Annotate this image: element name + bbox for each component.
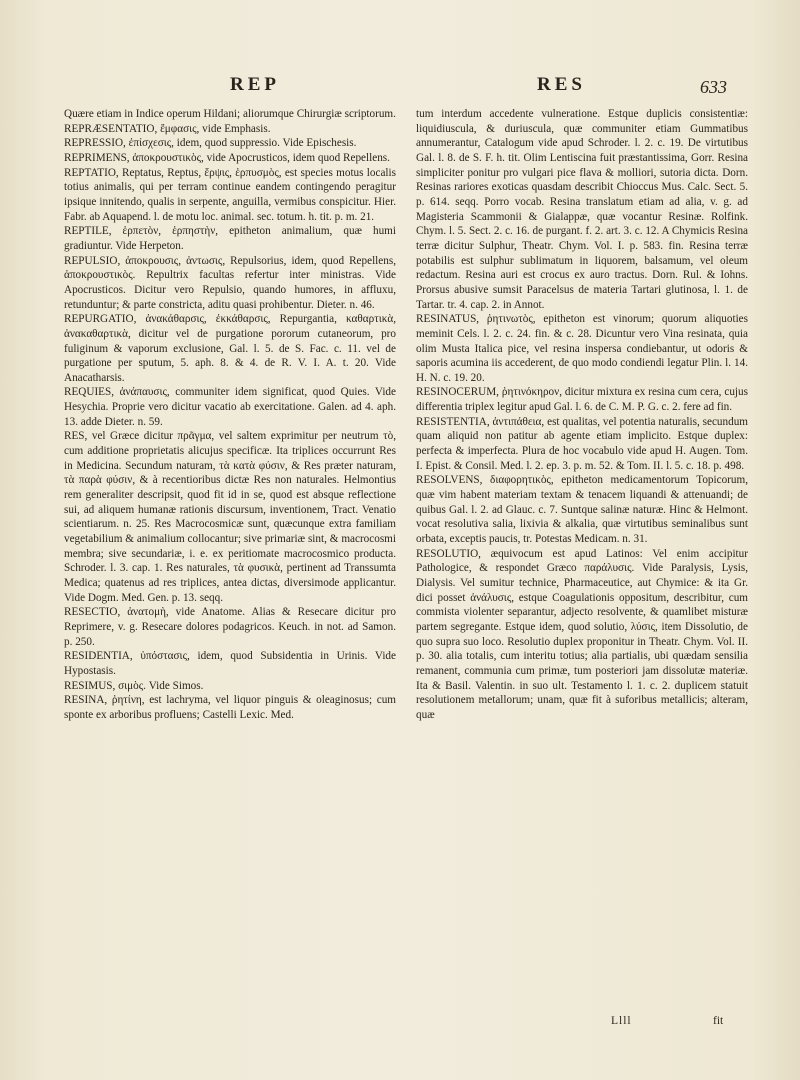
entry-resolvens: RESOLVENS, διαφορητικὸς, epitheton medicamentorum Topicorum, quæ vim habent materiam textam & tenacem liquandi & attenuandi; de quibus Gal. l. 2. ad Glauc. c. 7. Suntque salinæ naturæ. Hinc & Helmont. vocat resolutiva salia, lixivia & alkalia, quæ virtutibus seminalibus sunt orbata, exceptis paucis, tr. Potestas Medicam. n. 31. xyxy=(416,474,748,546)
entry-resinatus: RESINATUS, ῥητινωτὸς, epitheton est vinorum; quorum aliquoties meminit Cels. l. 2. c. 24. fin. & c. 28. Dicuntur vero Vina resinata, quia olim Musta Italica pice, vel resina inspersa condiebantur, ut odoris & saporis acumina iis accederent, de quo modo condiendi legatur Plin. l. 14. H. N. c. 19. 20. xyxy=(416,313,748,384)
entry-resectio: RESECTIO, ἀνατομὴ, vide Anatome. Alias & Resecare dicitur pro Reprimere, v. g. Resecare dolores podagricos. Keuch. in not. ad Samon. p. 250. xyxy=(64,606,396,648)
left-column xyxy=(64,107,396,723)
entry-residentia: RESIDENTIA, ὑπόστασις, idem, quod Subsidentia in Urinis. Vide Hypostasis. xyxy=(64,650,396,677)
entry-intro-note: Quære etiam in Indice operum Hildani; aliorumque Chirurgiæ scriptorum. xyxy=(64,108,396,120)
entry-resinocerum: RESINOCERUM, ῥητινόκηρον, dicitur mixtura ex resina cum cera, cujus differentia triplex legitur apud Gal. l. 6. de C. M. P. G. c. 2. fere ad fin. xyxy=(416,386,748,414)
signature-mark: Llll xyxy=(611,1015,632,1027)
entry-repressio: REPRESSIO, ἐπίσχεσις, idem, quod suppressio. Vide Epischesis. xyxy=(64,137,357,150)
entry-requies: REQUIES, ἀνάπαυσις, communiter idem significat, quod Quies. Vide Hesychia. Proprie vero dicitur vacatio ab exercitatione. Galen. ad 4. aph. 13. adde Dieter. n. 59. xyxy=(64,386,396,428)
entry-reptile: REPTILE, ἑρπετὸν, ἑρπηστὴν, epitheton animalium, quæ humi gradiuntur. Vide Herpeton. xyxy=(64,225,396,252)
entry-resimus: RESIMUS, σιμὸς. Vide Simos. xyxy=(64,679,204,692)
page-number: 633 xyxy=(700,77,727,97)
entry-res: RES, vel Græce dicitur πρᾶγμα, vel saltem exprimitur per neutrum τὸ, cum additione proprietatis alicujus specificæ. Ita triplices occurrunt Res in Medicina. Secundum naturam, τὰ κατὰ φύσιν, & Res præter naturam, τὰ παρὰ φύσιν, & à recentioribus dictæ Res non naturales. Helmontius rem generaliter descripsit, quod fit id in se, quod est absque reflectione sui, ad aliquem humanæ rationis discursum, inventionem, Tract. Venatio scientiarum. n. 25. Res Macrocosmicæ sunt, quæcunque extra familiam vegetabilium & animalium collocantur; sive primariæ sint, & macrocosmi membra; sive secundariæ, i. e. ex peritiomate macrocosmico producta. Schroder. l. 3. cap. 1. Res naturales, τὰ φυσικὰ, pertinent ad Transsumta Medica; quatenus ad res triplices, antea dictas, diversimode applicantur. Vide Dogm. Med. Gen. p. 13. seqq. xyxy=(64,430,396,604)
entry-resina: RESINA, ῥητίνη, est lachryma, vel liquor pinguis & oleaginosus; cum sponte ex arboribus profluens; Castelli Lexic. Med. xyxy=(64,694,396,721)
entry-reptatio: REPTATIO, Reptatus, Reptus, ἕρψις, ἑρπυσμὸς, est species motus localis totius animalis, qui per terram continue eandem contingendo peragitur ipsique innitendo, qualis in serpente, anguilla, vermibus conspicitur. Hier. Fabr. ab Aquapend. l. de motu loc. animal. sec. totum. h. tit. p. m. 21. xyxy=(64,166,396,223)
entry-repraesentatio: REPRÆSENTATIO, ἔμφασις, vide Emphasis. xyxy=(64,122,271,135)
entry-repulsio: REPULSIO, ἀποκρουσις, ἀντωσις, Repulsorius, idem, quod Repellens, ἀποκρουστικὸς. Repultrix facultas refertur inter ministras. Vide Apocrusticos. Dicitur vero Repulsio, quando humores, in affluxu, retunduntur; & parte constricta, aditu quasi prohibentur. Dieter. n. 46. xyxy=(64,254,396,311)
catchword: fit xyxy=(713,1015,724,1027)
entry-resina-continued: tum interdum accedente vulneratione. Estque duplicis consistentiæ: liquidiuscula, & duriuscula, quæ communiter etiam Gummatibus annumerantur, Catalogum vide apud Schroder. l. 2. c. 19. De virtutibus Gal. l. 8. de S. F. h. tit. Olim Lentiscina fuit præstantissima, Gorr. Resina simpliciter ponitur pro vulgari pice flava & molliori, sutoria dicta. Dorn. Resinas rariores exoticas quasdam describit Chioccus Mus. Calc. Sect. 5. p. 614. seqq. Porro vocab. Resina translatum etiam ad alia, v. g. ad Magisteria Scammonii & Gialappæ, quæ vocantur Resinæ. Rolfink. Chym. l. 5. Sect. 2. c. 16. de purgant. f. 2. art. 3. c. 12. A Chymicis Resina terræ dicitur Sulphur, Theatr. Chym. Vol. I. p. 583. fin. Resina terræ potabilis est sulphur sublimatum in liquorem, balsamum, vel oleum redactum. Resina auri est crocus ex auro tractus. Dorn. Rul. & Iohns. Prorsus abusive sumsit Paracelsus de materia Tartari glutinosa, l. 1. de Tartar. tr. 4. cap. 2. in Annot. xyxy=(416,108,748,311)
running-head-right: RES xyxy=(537,74,586,95)
right-column xyxy=(416,107,748,723)
entry-repurgatio: REPURGATIO, ἀνακάθαρσις, ἐκκάθαρσις, Repurgantia, καθαρτικὰ, ἀνακαθαρτικὰ, dicitur vel de purgatione pororum cutaneorum, pro fuliginum & vaporum exclusione, Gal. l. 5. de S. Fac. c. 11. vel de purgatione per sputum, 5. aph. 8. & 4. de R. V. I. A. t. 20. Vide Anacatharsis. xyxy=(64,313,396,384)
entry-resolutio: RESOLUTIO, æquivocum est apud Latinos: Vel enim accipitur Pathologice, & respondet Græco παράλυσις. Vide Paralysis, Lysis, Dialysis. Vel sumitur technice, Pharmaceutice, aut Chymice: & ita Gr. dici posset ἀνάλυσις, estque Coagulationis oppositum, describitur, cum commista violenter separantur, adjecto resolvente, & quamlibet misturæ partem segregante. Estque idem, quod solutio, λύσις, item Dissolutio, de quo supra suo loco. Resolutio duplex proponitur in Theatr. Chym. Vol. II. p. 30. alia totalis, cum interitu totius; alia partialis, ubi quædam sensilia remanent, communia cum primæ, tum posteriori jam dissolutæ materiæ. Ita & Basil. Valentin. in suo ult. Testamento l. 1. c. 2. duplicem statuit resolutionem metallorum; unam, quæ fit à suforibus metallicis; alteram, quæ xyxy=(416,547,748,721)
entry-resistentia: RESISTENTIA, ἀντιπάθεια, est qualitas, vel potentia naturalis, secundum quam aliquid non patitur ab agente etiam implicito. Estque duplex: perfecta & imperfecta. Plura de hoc vocabulo vide apud H. Augen. Tom. I. Epist. & Consil. Med. l. 2. ep. 3. p. m. 52. & Tom. II. l. 5. c. 18. p. 498. xyxy=(416,415,748,472)
entry-reprimens: REPRIMENS, ἀποκρουστικὸς, vide Apocrusticos, idem quod Repellens. xyxy=(64,151,390,164)
running-head-left: REP xyxy=(230,74,280,95)
